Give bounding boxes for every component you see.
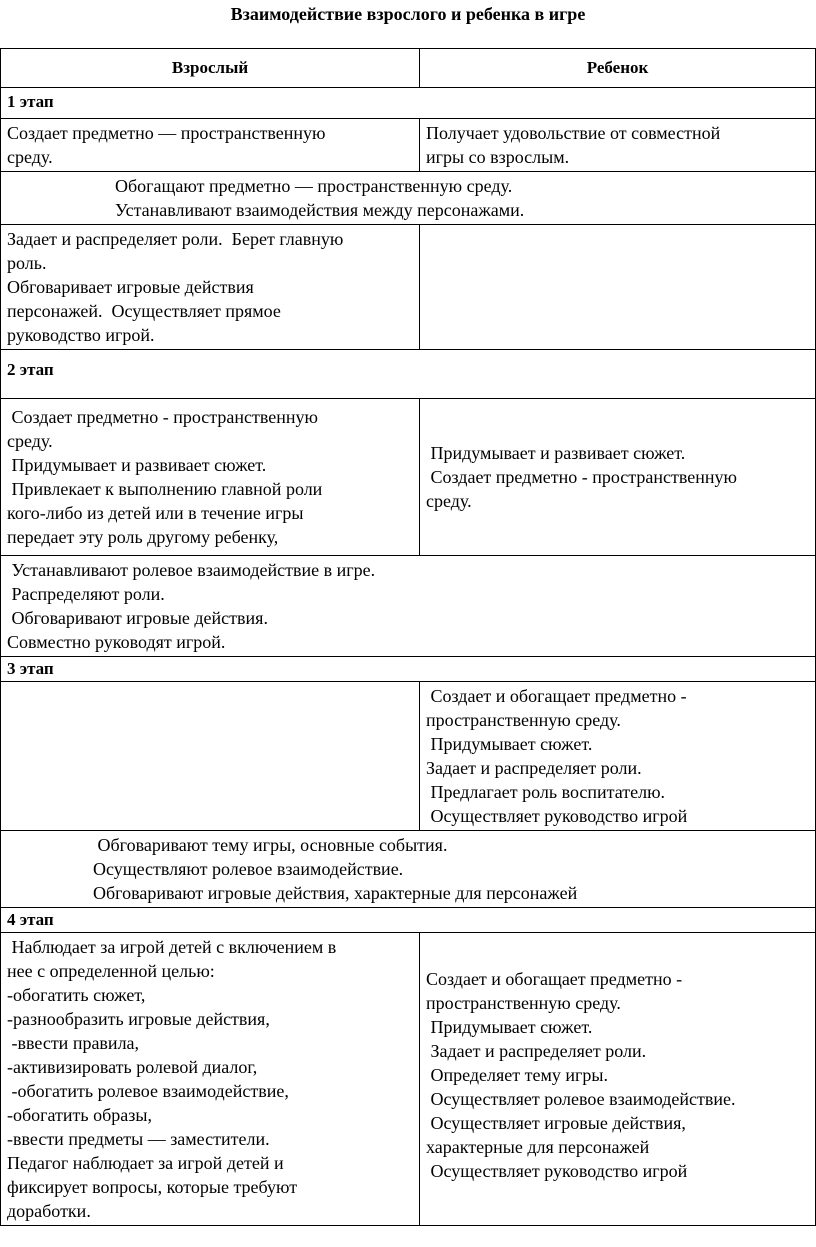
text-line: Создает предметно — пространственную: [7, 123, 326, 143]
text-line: Наблюдает за игрой детей с включением в: [7, 937, 337, 957]
interaction-table: [0, 48, 816, 1226]
text-line: персонажей. Осуществляет прямое: [7, 301, 281, 321]
text-line: Привлекает к выполнению главной роли: [7, 479, 323, 499]
stage-4-row: [1, 908, 816, 933]
stage-3-child-cell: [420, 682, 816, 831]
text-line: Устанавливают взаимодействия между персонажами.: [115, 200, 525, 220]
stage-4-roles-row: [1, 933, 816, 1226]
stage-1-roles-row-2: [1, 225, 816, 350]
text-line: Придумывает и развивает сюжет.: [426, 443, 686, 463]
text-line: -обогатить сюжет,: [7, 985, 146, 1005]
stage-2-adult-cell: [1, 399, 420, 556]
text-line: Получает удовольствие от совместной: [426, 123, 721, 143]
text-line: Задает и распределяет роли.: [426, 1041, 647, 1061]
text-line: Создает и обогащает предметно -: [426, 686, 687, 706]
stage-2-child-cell: [420, 399, 816, 556]
text-line: нее с определенной целью:: [7, 961, 215, 981]
stage-3-adult-cell: [1, 682, 420, 831]
text-line: кого-либо из детей или в течение игры: [7, 503, 304, 523]
text-line: Устанавливают ролевое взаимодействие в игре.: [7, 560, 376, 580]
text-line: Придумывает сюжет.: [426, 734, 593, 754]
text-line: Совместно руководят игрой.: [7, 632, 226, 652]
text-line: Создает предметно - пространственную: [426, 467, 737, 487]
header-row: [1, 49, 816, 88]
text-line: роль.: [7, 253, 47, 273]
text-line: фиксирует вопросы, которые требуют: [7, 1177, 298, 1197]
stage-1-roles-row: [1, 119, 816, 172]
text-line: Создает предметно - пространственную: [7, 407, 318, 427]
text-line: Осуществляет игровые действия,: [426, 1113, 686, 1133]
text-line: Придумывает и развивает сюжет.: [7, 455, 267, 475]
text-line: среду.: [7, 431, 53, 451]
text-line: Обговаривают игровые действия.: [7, 608, 268, 628]
text-line: -обогатить ролевое взаимодействие,: [7, 1081, 289, 1101]
stage-1-joint-cell: [1, 172, 816, 225]
stage-1-row: [1, 88, 816, 119]
stage-2-roles-row: [1, 399, 816, 556]
text-line: среду.: [7, 147, 53, 167]
header-child: Ребенок: [420, 49, 816, 88]
text-line: пространственную среду.: [426, 993, 621, 1013]
stage-2-joint-cell: [1, 556, 816, 657]
text-line: Распределяют роли.: [7, 584, 165, 604]
text-line: доработки.: [7, 1201, 91, 1221]
stage-1-label: 1 этап: [1, 88, 816, 119]
stage-4-child-cell: [420, 933, 816, 1226]
document-title: Взаимодействие взрослого и ребенка в игре: [230, 4, 586, 24]
text-line: Педагог наблюдает за игрой детей и: [7, 1153, 284, 1173]
text-line: среду.: [426, 491, 472, 511]
text-line: Обогащают предметно — пространственную среду.: [115, 176, 513, 196]
text-line: Предлагает роль воспитателю.: [426, 782, 666, 802]
text-line: Придумывает сюжет.: [426, 1017, 593, 1037]
text-line: пространственную среду.: [426, 710, 621, 730]
stage-1-child-cell: [420, 119, 816, 172]
text-line: характерные для персонажей: [426, 1137, 650, 1157]
text-line: Задает и распределяет роли. Берет главную: [7, 229, 344, 249]
stage-4-label: 4 этап: [1, 908, 816, 933]
stage-2-row: [1, 350, 816, 399]
text-line: Определяет тему игры.: [426, 1065, 609, 1085]
stage-3-joint-row: [1, 831, 816, 908]
text-line: Осуществляет ролевое взаимодействие.: [426, 1089, 736, 1109]
text-line: -обогатить образы,: [7, 1105, 152, 1125]
text-line: Обговаривают игровые действия, характерные для персонажей: [93, 883, 578, 903]
text-line: Задает и распределяет роли.: [426, 758, 642, 778]
text-line: Создает и обогащает предметно -: [426, 969, 683, 989]
stage-3-joint-cell: [1, 831, 816, 908]
text-line: Обговаривает игровые действия: [7, 277, 254, 297]
text-line: -активизировать ролевой диалог,: [7, 1057, 258, 1077]
text-line: руководство игрой.: [7, 325, 155, 345]
text-line: игры со взрослым.: [426, 147, 570, 167]
header-adult: Взрослый: [1, 49, 420, 88]
text-line: -разнообразить игровые действия,: [7, 1009, 270, 1029]
stage-3-label: 3 этап: [1, 657, 816, 682]
stage-4-adult-cell: [1, 933, 420, 1226]
text-line: -ввести правила,: [7, 1033, 140, 1053]
stage-1-joint-row: [1, 172, 816, 225]
stage-2-joint-row: [1, 556, 816, 657]
text-line: -ввести предметы — заместители.: [7, 1129, 270, 1149]
stage-3-roles-row: [1, 682, 816, 831]
text-line: Осуществляют ролевое взаимодействие.: [93, 859, 404, 879]
stage-2-label: 2 этап: [1, 350, 816, 399]
stage-1-adult-cell: [1, 119, 420, 172]
text-line: передает эту роль другому ребенку,: [7, 527, 279, 547]
stage-1-adult-cell-2: [1, 225, 420, 350]
text-line: Обговаривают тему игры, основные события.: [93, 835, 448, 855]
stage-3-row: [1, 657, 816, 682]
text-line: Осуществляет руководство игрой: [426, 1161, 688, 1181]
text-line: Осуществляет руководство игрой: [426, 806, 688, 826]
stage-1-child-cell-2: [420, 225, 816, 350]
